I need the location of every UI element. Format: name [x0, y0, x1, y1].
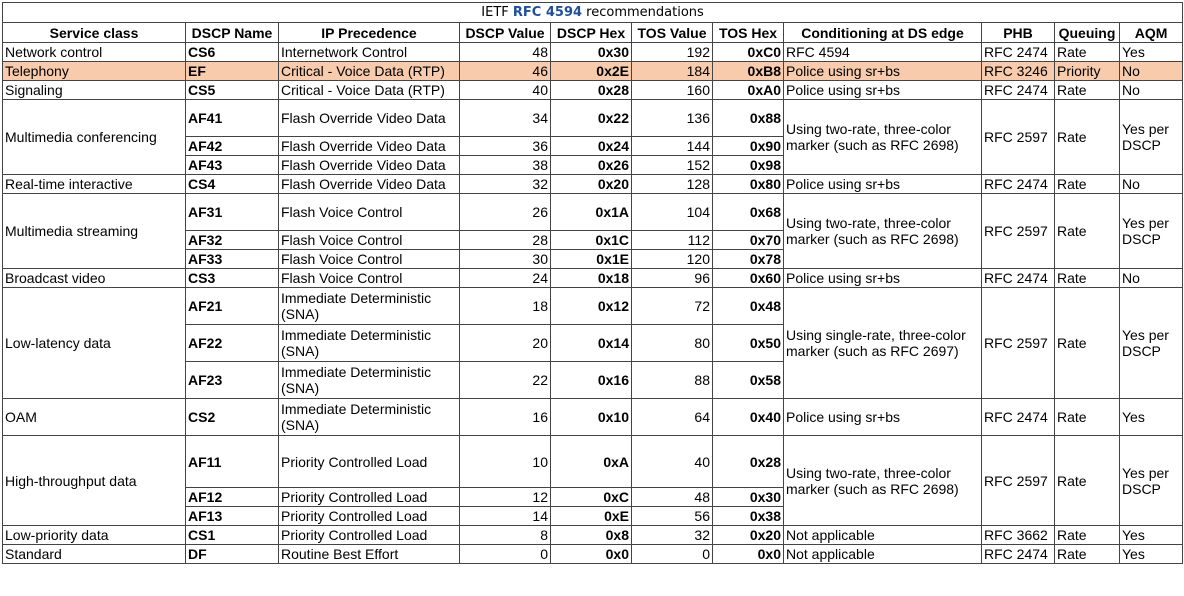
table-row — [3, 194, 1183, 231]
cell-tos-value: 48 — [632, 488, 713, 507]
cell-aqm: Yes — [1120, 545, 1183, 564]
cell-service-class: Network control — [3, 43, 186, 62]
cell-service-class: Signaling — [3, 81, 186, 100]
table-row — [3, 436, 1183, 488]
cell-dscp-name: CS6 — [186, 43, 279, 62]
cell-service-class: Low-latency data — [3, 288, 186, 399]
cell-phb: RFC 2474 — [982, 43, 1055, 62]
cell-dscp-value: 8 — [460, 526, 551, 545]
cell-tos-value: 56 — [632, 507, 713, 526]
cell-dscp-hex: 0x1C — [551, 231, 632, 250]
cell-dscp-value: 12 — [460, 488, 551, 507]
cell-dscp-name: AF33 — [186, 250, 279, 269]
cell-dscp-value: 24 — [460, 269, 551, 288]
cell-queuing: Rate — [1055, 399, 1120, 436]
cell-service-class: Broadcast video — [3, 269, 186, 288]
rfc4594-table-container — [2, 2, 1182, 594]
cell-tos-value: 152 — [632, 156, 713, 175]
cell-tos-hex: 0x68 — [713, 194, 784, 231]
cell-tos-hex: 0x80 — [713, 175, 784, 194]
cell-dscp-name: AF12 — [186, 488, 279, 507]
cell-dscp-name: AF42 — [186, 137, 279, 156]
cell-service-class: OAM — [3, 399, 186, 436]
cell-dscp-value: 10 — [460, 436, 551, 488]
cell-dscp-hex: 0x16 — [551, 362, 632, 399]
cell-ip-precedence: Routine Best Effort — [279, 545, 460, 564]
cell-phb: RFC 2474 — [982, 175, 1055, 194]
cell-phb: RFC 2474 — [982, 81, 1055, 100]
cell-dscp-name: CS1 — [186, 526, 279, 545]
cell-dscp-value: 48 — [460, 43, 551, 62]
cell-ip-precedence: Flash Voice Control — [279, 194, 460, 231]
cell-dscp-hex: 0x24 — [551, 137, 632, 156]
cell-tos-value: 88 — [632, 362, 713, 399]
cell-dscp-hex: 0x26 — [551, 156, 632, 175]
cell-dscp-value: 0 — [460, 545, 551, 564]
cell-queuing: Priority — [1055, 62, 1120, 81]
col-header-aqm: AQM — [1120, 23, 1183, 43]
cell-aqm: No — [1120, 175, 1183, 194]
table-row — [3, 288, 1183, 325]
cell-conditioning: RFC 4594 — [784, 43, 982, 62]
cell-service-class: High-throughput data — [3, 436, 186, 526]
cell-service-class: Telephony — [3, 62, 186, 81]
cell-tos-hex: 0x0 — [713, 545, 784, 564]
cell-dscp-value: 30 — [460, 250, 551, 269]
cell-queuing: Rate — [1055, 175, 1120, 194]
cell-aqm: Yes per DSCP — [1120, 436, 1183, 526]
cell-ip-precedence: Flash Override Video Data — [279, 100, 460, 137]
table-title: IETF RFC 4594 recommendations — [3, 3, 1183, 23]
cell-conditioning: Police using sr+bs — [784, 399, 982, 436]
cell-aqm: Yes per DSCP — [1120, 100, 1183, 175]
cell-tos-value: 128 — [632, 175, 713, 194]
cell-service-class: Standard — [3, 545, 186, 564]
cell-tos-value: 40 — [632, 436, 713, 488]
cell-queuing: Rate — [1055, 545, 1120, 564]
cell-dscp-hex: 0x8 — [551, 526, 632, 545]
cell-queuing: Rate — [1055, 269, 1120, 288]
col-header-dscp-name: DSCP Name — [186, 23, 279, 43]
cell-tos-hex: 0x90 — [713, 137, 784, 156]
cell-tos-value: 64 — [632, 399, 713, 436]
cell-conditioning: Not applicable — [784, 526, 982, 545]
col-header-tos-hex: TOS Hex — [713, 23, 784, 43]
title-rfc-link[interactable]: RFC 4594 — [512, 4, 583, 20]
cell-dscp-name: AF43 — [186, 156, 279, 175]
cell-tos-value: 136 — [632, 100, 713, 137]
cell-ip-precedence: Immediate Deterministic (SNA) — [279, 362, 460, 399]
cell-dscp-hex: 0x1E — [551, 250, 632, 269]
cell-ip-precedence: Internetwork Control — [279, 43, 460, 62]
cell-aqm: No — [1120, 62, 1183, 81]
cell-tos-hex: 0xA0 — [713, 81, 784, 100]
cell-aqm: Yes per DSCP — [1120, 194, 1183, 269]
cell-dscp-value: 34 — [460, 100, 551, 137]
cell-tos-value: 80 — [632, 325, 713, 362]
cell-dscp-hex: 0x20 — [551, 175, 632, 194]
cell-conditioning: Using single-rate, three-color marker (such as RFC 2697) — [784, 288, 982, 399]
cell-dscp-hex: 0x14 — [551, 325, 632, 362]
cell-ip-precedence: Immediate Deterministic (SNA) — [279, 399, 460, 436]
cell-conditioning: Using two-rate, three-color marker (such as RFC 2698) — [784, 100, 982, 175]
cell-tos-hex: 0xC0 — [713, 43, 784, 62]
cell-dscp-value: 16 — [460, 399, 551, 436]
header-row — [3, 23, 1183, 43]
cell-service-class: Multimedia conferencing — [3, 100, 186, 175]
cell-dscp-name: EF — [186, 62, 279, 81]
cell-tos-value: 184 — [632, 62, 713, 81]
table-row-highlighted — [3, 62, 1183, 81]
cell-conditioning: Using two-rate, three-color marker (such as RFC 2698) — [784, 194, 982, 269]
cell-tos-hex: 0x38 — [713, 507, 784, 526]
cell-phb: RFC 3662 — [982, 526, 1055, 545]
cell-tos-hex: 0xB8 — [713, 62, 784, 81]
cell-dscp-hex: 0xE — [551, 507, 632, 526]
cell-dscp-name: AF31 — [186, 194, 279, 231]
cell-queuing: Rate — [1055, 526, 1120, 545]
cell-dscp-value: 36 — [460, 137, 551, 156]
cell-dscp-value: 38 — [460, 156, 551, 175]
col-header-service-class: Service class — [3, 23, 186, 43]
cell-dscp-hex: 0x28 — [551, 81, 632, 100]
cell-dscp-hex: 0x22 — [551, 100, 632, 137]
cell-tos-value: 104 — [632, 194, 713, 231]
cell-dscp-name: CS3 — [186, 269, 279, 288]
cell-dscp-value: 26 — [460, 194, 551, 231]
cell-conditioning: Police using sr+bs — [784, 81, 982, 100]
cell-queuing: Rate — [1055, 288, 1120, 399]
cell-ip-precedence: Flash Override Video Data — [279, 137, 460, 156]
cell-ip-precedence: Priority Controlled Load — [279, 488, 460, 507]
cell-dscp-hex: 0x30 — [551, 43, 632, 62]
cell-phb: RFC 2597 — [982, 194, 1055, 269]
dscp-recommendations-table — [2, 2, 1183, 564]
cell-dscp-name: AF21 — [186, 288, 279, 325]
cell-phb: RFC 2474 — [982, 399, 1055, 436]
cell-queuing: Rate — [1055, 194, 1120, 269]
cell-ip-precedence: Flash Voice Control — [279, 250, 460, 269]
cell-tos-value: 32 — [632, 526, 713, 545]
cell-dscp-name: CS4 — [186, 175, 279, 194]
table-row — [3, 100, 1183, 137]
cell-tos-hex: 0x50 — [713, 325, 784, 362]
col-header-dscp-value: DSCP Value — [460, 23, 551, 43]
cell-ip-precedence: Priority Controlled Load — [279, 436, 460, 488]
cell-dscp-hex: 0x18 — [551, 269, 632, 288]
cell-tos-value: 120 — [632, 250, 713, 269]
cell-ip-precedence: Priority Controlled Load — [279, 507, 460, 526]
cell-phb: RFC 2597 — [982, 100, 1055, 175]
cell-dscp-hex: 0xC — [551, 488, 632, 507]
cell-aqm: No — [1120, 81, 1183, 100]
col-header-phb: PHB — [982, 23, 1055, 43]
table-row — [3, 399, 1183, 436]
cell-dscp-name: AF22 — [186, 325, 279, 362]
cell-dscp-value: 18 — [460, 288, 551, 325]
cell-tos-hex: 0x58 — [713, 362, 784, 399]
col-header-tos-value: TOS Value — [632, 23, 713, 43]
table-row — [3, 269, 1183, 288]
cell-tos-hex: 0x28 — [713, 436, 784, 488]
cell-dscp-value: 22 — [460, 362, 551, 399]
cell-service-class: Multimedia streaming — [3, 194, 186, 269]
cell-dscp-value: 46 — [460, 62, 551, 81]
cell-dscp-name: AF32 — [186, 231, 279, 250]
cell-ip-precedence: Immediate Deterministic (SNA) — [279, 325, 460, 362]
cell-dscp-hex: 0xA — [551, 436, 632, 488]
cell-dscp-hex: 0x0 — [551, 545, 632, 564]
cell-service-class: Low-priority data — [3, 526, 186, 545]
table-row — [3, 526, 1183, 545]
col-header-ip-precedence: IP Precedence — [279, 23, 460, 43]
table-row — [3, 545, 1183, 564]
cell-dscp-hex: 0x10 — [551, 399, 632, 436]
cell-dscp-name: AF23 — [186, 362, 279, 399]
cell-ip-precedence: Flash Voice Control — [279, 269, 460, 288]
cell-aqm: Yes — [1120, 526, 1183, 545]
cell-dscp-hex: 0x1A — [551, 194, 632, 231]
cell-conditioning: Not applicable — [784, 545, 982, 564]
col-header-conditioning: Conditioning at DS edge — [784, 23, 982, 43]
cell-dscp-name: AF41 — [186, 100, 279, 137]
cell-queuing: Rate — [1055, 43, 1120, 62]
cell-tos-value: 96 — [632, 269, 713, 288]
table-row — [3, 81, 1183, 100]
cell-ip-precedence: Critical - Voice Data (RTP) — [279, 62, 460, 81]
cell-tos-hex: 0x30 — [713, 488, 784, 507]
col-header-queuing: Queuing — [1055, 23, 1120, 43]
cell-tos-value: 72 — [632, 288, 713, 325]
cell-ip-precedence: Priority Controlled Load — [279, 526, 460, 545]
cell-dscp-name: AF13 — [186, 507, 279, 526]
cell-tos-value: 160 — [632, 81, 713, 100]
cell-ip-precedence: Immediate Deterministic (SNA) — [279, 288, 460, 325]
cell-conditioning: Police using sr+bs — [784, 175, 982, 194]
cell-aqm: No — [1120, 269, 1183, 288]
cell-conditioning: Using two-rate, three-color marker (such as RFC 2698) — [784, 436, 982, 526]
table-row — [3, 175, 1183, 194]
cell-conditioning: Police using sr+bs — [784, 269, 982, 288]
cell-tos-hex: 0x98 — [713, 156, 784, 175]
cell-dscp-hex: 0x2E — [551, 62, 632, 81]
cell-tos-value: 112 — [632, 231, 713, 250]
cell-dscp-value: 20 — [460, 325, 551, 362]
cell-tos-hex: 0x40 — [713, 399, 784, 436]
col-header-dscp-hex: DSCP Hex — [551, 23, 632, 43]
cell-dscp-value: 40 — [460, 81, 551, 100]
cell-dscp-name: CS5 — [186, 81, 279, 100]
cell-ip-precedence: Flash Override Video Data — [279, 156, 460, 175]
cell-aqm: Yes — [1120, 43, 1183, 62]
cell-dscp-name: CS2 — [186, 399, 279, 436]
cell-dscp-hex: 0x12 — [551, 288, 632, 325]
cell-dscp-value: 28 — [460, 231, 551, 250]
cell-tos-hex: 0x78 — [713, 250, 784, 269]
cell-phb: RFC 2474 — [982, 545, 1055, 564]
cell-dscp-value: 14 — [460, 507, 551, 526]
cell-phb: RFC 2474 — [982, 269, 1055, 288]
cell-ip-precedence: Flash Voice Control — [279, 231, 460, 250]
cell-tos-hex: 0x88 — [713, 100, 784, 137]
table-row — [3, 43, 1183, 62]
cell-phb: RFC 2597 — [982, 288, 1055, 399]
cell-tos-hex: 0x70 — [713, 231, 784, 250]
cell-tos-value: 0 — [632, 545, 713, 564]
cell-dscp-value: 32 — [460, 175, 551, 194]
cell-conditioning: Police using sr+bs — [784, 62, 982, 81]
cell-phb: RFC 3246 — [982, 62, 1055, 81]
cell-tos-value: 192 — [632, 43, 713, 62]
cell-aqm: Yes per DSCP — [1120, 288, 1183, 399]
cell-tos-value: 144 — [632, 137, 713, 156]
cell-dscp-name: AF11 — [186, 436, 279, 488]
cell-queuing: Rate — [1055, 81, 1120, 100]
cell-queuing: Rate — [1055, 100, 1120, 175]
cell-tos-hex: 0x20 — [713, 526, 784, 545]
cell-phb: RFC 2597 — [982, 436, 1055, 526]
cell-ip-precedence: Flash Override Video Data — [279, 175, 460, 194]
cell-dscp-name: DF — [186, 545, 279, 564]
cell-aqm: Yes — [1120, 399, 1183, 436]
cell-tos-hex: 0x60 — [713, 269, 784, 288]
cell-ip-precedence: Critical - Voice Data (RTP) — [279, 81, 460, 100]
cell-service-class: Real-time interactive — [3, 175, 186, 194]
cell-queuing: Rate — [1055, 436, 1120, 526]
cell-tos-hex: 0x48 — [713, 288, 784, 325]
